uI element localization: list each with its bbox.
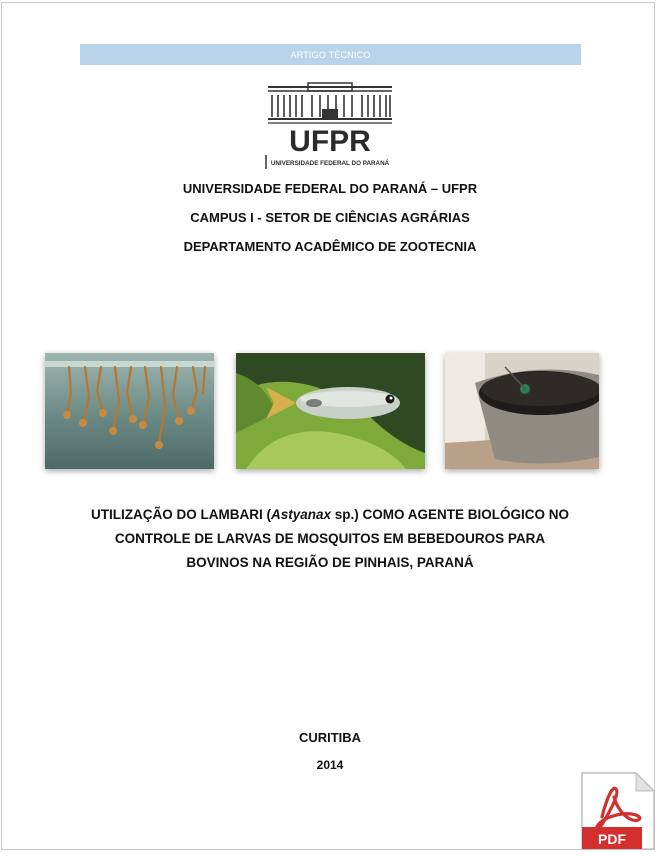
title-species-italic: Astyanax [270,507,331,522]
svg-text:PDF: PDF [598,831,626,847]
title-line-3: BOVINOS NA REGIÃO DE PINHAIS, PARANÁ [186,555,474,570]
pdf-file-icon[interactable] [580,771,656,851]
ufpr-building-icon [264,81,396,173]
article-type-label: ARTIGO TÉCNICO [290,49,371,60]
institution-name: UNIVERSIDADE FEDERAL DO PARANÁ – UFPR [182,181,478,196]
article-type-banner [80,44,581,65]
department-name: DEPARTAMENTO ACADÊMICO DE ZOOTECNIA [183,239,477,254]
title-line-2: CONTROLE DE LARVAS DE MOSQUITOS EM BEBEDOUROS PARA [114,531,546,546]
photo-row [2,353,658,473]
photo-water-trough [445,353,599,469]
publication-year: 2014 [316,758,344,772]
photo-lambari-fish [236,353,425,469]
city-name: CURITIBA [298,730,362,745]
article-title [42,503,618,575]
ufpr-logo [264,81,396,173]
document-page [1,2,655,850]
svg-text:UNIVERSIDADE FEDERAL DO PARANÁ: UNIVERSIDADE FEDERAL DO PARANÁ [270,160,390,167]
campus-name: CAMPUS I - SETOR DE CIÊNCIAS AGRÁRIAS [190,210,470,225]
title-line-1: UTILIZAÇÃO DO LAMBARI (Astyanax sp.) COMO AGENTE BIOLÓGICO NO [90,507,570,522]
photo-mosquito-larvae [45,353,214,469]
svg-text:UFPR: UFPR [289,125,371,158]
